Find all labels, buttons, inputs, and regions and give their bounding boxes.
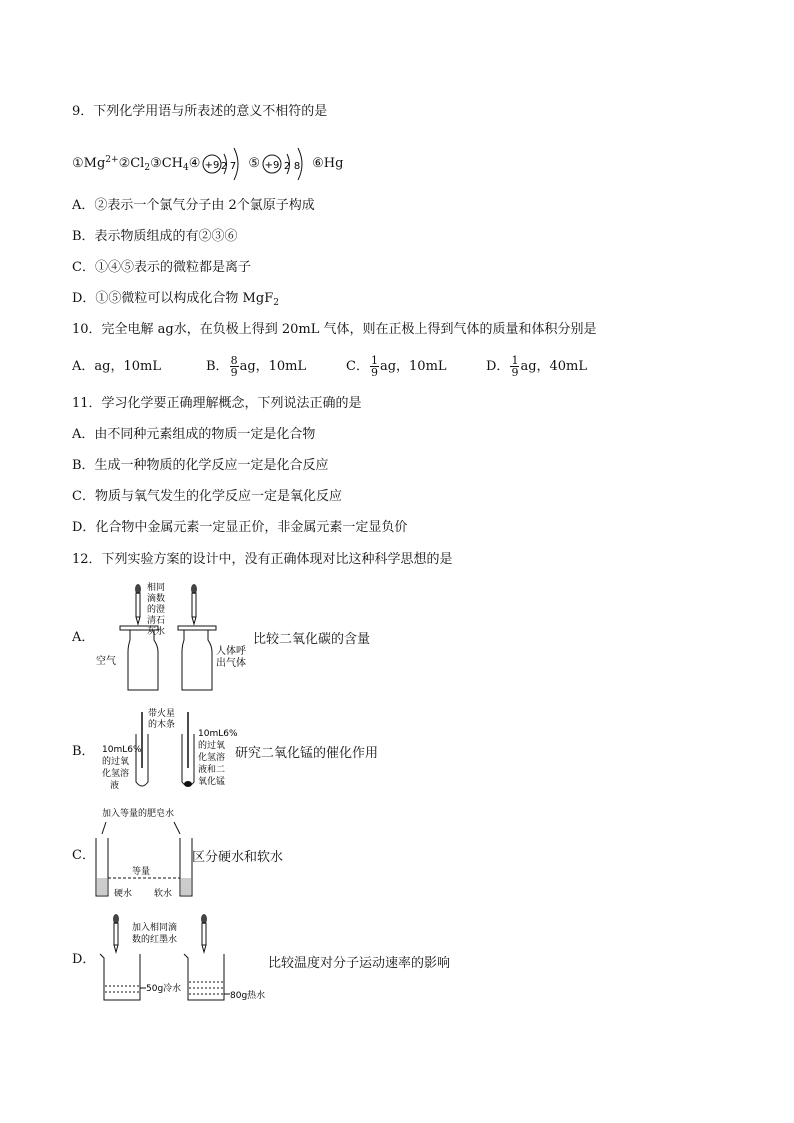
svg-text:液和二: 液和二 [198, 765, 226, 775]
svg-text:的过氧: 的过氧 [102, 757, 130, 767]
q12-b-diagram [96, 704, 238, 796]
svg-text:人体呼: 人体呼 [216, 646, 246, 657]
q10-option-a: A．ag，10mL [72, 359, 161, 374]
symbol-6: ⑥Hg [312, 156, 344, 171]
svg-text:的澄: 的澄 [147, 605, 166, 615]
svg-text:加入相同滴: 加入相同滴 [132, 923, 178, 933]
gas-bottle-right [178, 626, 216, 690]
svg-text:带火星: 带火星 [148, 709, 176, 719]
symbol-4-label: ④ [188, 156, 201, 171]
q9-option-b: B．表示物质组成的有②③⑥ [72, 229, 238, 244]
dropper-icon [135, 584, 141, 624]
q12-a-text: 比较二氧化碳的含量 [253, 632, 371, 647]
svg-text:相同: 相同 [147, 583, 166, 593]
q11-option-c: C．物质与氧气发生的化学反应一定是氧化反应 [72, 489, 342, 504]
q12-b-text: 研究二氧化锰的催化作用 [235, 746, 379, 761]
svg-text:化氢溶: 化氢溶 [102, 769, 130, 779]
beaker-right [184, 954, 224, 1000]
dropper-icon [191, 584, 197, 624]
atom2-shell2: 8 [293, 160, 301, 172]
atom2-shell1: 2 [283, 160, 291, 172]
q11-stem: 11．学习化学要正确理解概念，下列说法正确的是 [72, 396, 362, 411]
svg-text:清石: 清石 [147, 616, 166, 626]
svg-text:等量: 等量 [132, 867, 151, 877]
atom1-shell1: 2 [221, 160, 228, 172]
symbol-2: $②Cl_2$ [118, 156, 151, 173]
q12-option-b-label: B． [72, 744, 95, 759]
q12-d-text: 比较温度对分子运动速率的影响 [268, 956, 451, 971]
svg-text:液: 液 [110, 781, 120, 791]
svg-text:50g冷水: 50g冷水 [146, 984, 182, 994]
svg-text:软水: 软水 [154, 889, 173, 899]
atom1-nucleus: +9 [205, 159, 220, 171]
svg-text:化氢溶: 化氢溶 [198, 753, 226, 763]
q12-a-diagram [92, 580, 246, 692]
svg-text:加入等量的肥皂水: 加入等量的肥皂水 [102, 809, 175, 819]
atom-structure-diagram-2 [260, 144, 312, 184]
svg-text:灰水: 灰水 [147, 627, 166, 637]
atom1-shell2: 7 [230, 160, 237, 172]
q10-option-c: C． $\frac{1}{9}$ ag，10mL [346, 354, 447, 379]
beaker-left [100, 954, 140, 1000]
svg-text:氧化锰: 氧化锰 [198, 777, 226, 787]
svg-text:10mL6%: 10mL6% [198, 729, 238, 739]
q12-option-c-label: C． [72, 848, 95, 863]
svg-text:滴数: 滴数 [147, 594, 166, 604]
svg-text:80g热水: 80g热水 [230, 991, 266, 1001]
q10-stem: 10．完全电解 ag水，在负极上得到 20mL 气体，则在正极上得到气体的质量和体积分别是 [72, 322, 597, 337]
symbol-1: $①Mg^{2+}$ [72, 155, 119, 171]
svg-text:出气体: 出气体 [216, 658, 246, 669]
q11-option-d: D．化合物中金属元素一定显正价，非金属元素一定显负价 [72, 520, 408, 535]
dropper-icon [201, 914, 207, 952]
atom2-nucleus: +9 [264, 159, 280, 171]
q12-stem: 12．下列实验方案的设计中，没有正确体现对比这种科学思想的是 [72, 552, 453, 567]
svg-text:空气: 空气 [96, 656, 116, 667]
q11-option-b: B．生成一种物质的化学反应一定是化合反应 [72, 458, 329, 473]
q10-option-b: B． $\frac{8}{9}$ ag，10mL [206, 354, 307, 379]
q9-option-d: D．①⑤微粒可以构成化合物 MgF$_2$ [72, 291, 279, 308]
q10-options [72, 350, 587, 384]
q9-stem: 9．下列化学用语与所表述的意义不相符的是 [72, 104, 328, 119]
svg-text:数的红墨水: 数的红墨水 [132, 935, 178, 945]
q9-option-c: C．①④⑤表示的微粒都是离子 [72, 260, 251, 275]
svg-text:10mL6%: 10mL6% [102, 745, 142, 755]
q12-c-diagram [94, 804, 198, 904]
q11-option-a: A．由不同种元素组成的物质一定是化合物 [72, 427, 316, 442]
atom-structure-diagram-1 [200, 144, 248, 184]
q12-option-a-label: A． [72, 630, 95, 645]
svg-text:的木条: 的木条 [148, 720, 176, 730]
symbol-3: $③CH_4$ [150, 156, 189, 173]
q9-option-a: A．②表示一个氯气分子由 2个氯原子构成 [72, 198, 315, 213]
q12-d-diagram [96, 912, 272, 1004]
symbol-5-label: ⑤ [248, 156, 261, 171]
q10-option-d: D． $\frac{1}{9}$ ag，40mL [486, 354, 588, 379]
svg-text:的过氧: 的过氧 [198, 741, 226, 751]
q12-option-d-label: D． [72, 952, 96, 967]
q9-symbols [72, 140, 343, 180]
dropper-icon [113, 914, 119, 952]
svg-text:硬水: 硬水 [114, 889, 133, 899]
q12-c-text: 区分硬水和软水 [192, 850, 284, 865]
